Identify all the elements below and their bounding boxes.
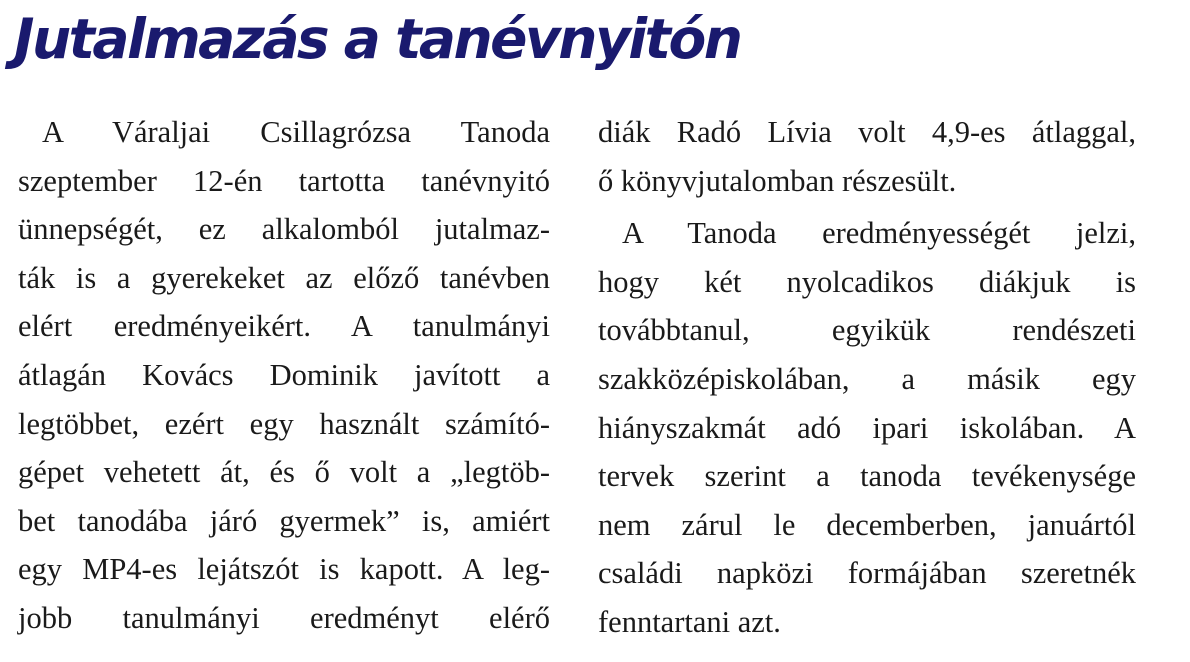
text-line: tervek szerint a tanoda tevékenysége — [598, 459, 1136, 494]
text-line: fenntartani azt. — [598, 604, 781, 639]
text-line: hiányszakmát adó ipari iskolában. A — [598, 410, 1136, 445]
text-line: ő könyvjutalomban részesült. — [598, 163, 957, 198]
text-line: legtöbbet, ezért egy használt számító- — [18, 406, 550, 441]
text-line: ták is a gyerekeket az előző tanévben — [18, 260, 550, 295]
text-line: ünnepségét, ez alkalomból jutalmaz- — [18, 212, 550, 247]
text-line: A Váraljai Csillagrózsa Tanoda — [42, 115, 550, 149]
text-line: családi napközi formájában szeretnék — [598, 556, 1136, 591]
text-line: egy MP4-es lejátszót is kapott. A leg- — [18, 552, 550, 587]
text-line: továbbtanul, egyikük rendészeti — [598, 313, 1136, 348]
text-line: gépet vehetett át, és ő volt a „legtöb- — [18, 455, 550, 490]
text-line: hogy két nyolcadikos diákjuk is — [598, 264, 1136, 299]
text-line: A Tanoda eredményességét jelzi, — [622, 216, 1136, 251]
article-column-right — [598, 108, 1136, 647]
text-line: bet tanodába járó gyermek” is, amiért — [18, 503, 550, 538]
text-line: elért eredményeikért. A tanulmányi — [18, 309, 550, 344]
text-line: nem zárul le decemberben, januártól — [598, 507, 1136, 542]
text-line: jobb tanulmányi eredményt elérő — [18, 600, 550, 635]
text-line: diák Radó Lívia volt 4,9-es átlaggal, — [598, 115, 1136, 149]
article-column-left — [18, 108, 550, 643]
article-title: Jutalmazás a tanévnyitón — [14, 7, 741, 71]
text-line: szeptember 12-én tartotta tanévnyitó — [18, 163, 550, 198]
text-line: átlagán Kovács Dominik javított a — [18, 357, 550, 392]
text-line: szakközépiskolában, a másik egy — [598, 361, 1136, 396]
